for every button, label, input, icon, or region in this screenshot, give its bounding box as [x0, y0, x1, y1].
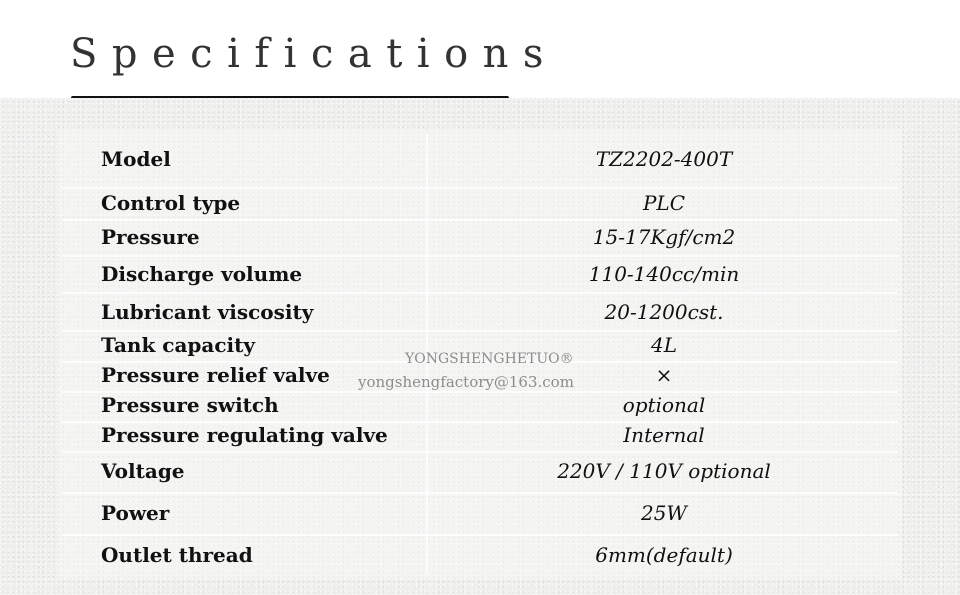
spec-value: 15-17Kgf/cm2 [592, 225, 736, 249]
spec-value: TZ2202-400T [595, 147, 733, 171]
spec-value: 4L [650, 333, 677, 357]
spec-row-pressure-switch [0, 391, 960, 419]
spec-row-pressure-regulating-valve [0, 421, 960, 449]
row-divider [62, 451, 898, 453]
spec-label: Outlet thread [101, 543, 253, 567]
watermark-email: yongshengfactory@163.com [358, 373, 574, 391]
spec-row-model [0, 145, 960, 173]
spec-label: Discharge volume [101, 262, 303, 286]
spec-label: Power [101, 501, 170, 525]
spec-label: Control type [101, 191, 241, 215]
spec-label: Pressure regulating valve [101, 423, 388, 447]
spec-value: × [655, 363, 673, 387]
spec-row-outlet-thread [0, 541, 960, 569]
spec-label: Pressure relief valve [101, 363, 330, 387]
spec-row-control-type [0, 189, 960, 217]
spec-value: optional [622, 393, 706, 417]
spec-value: Internal [623, 423, 705, 447]
row-divider [62, 492, 898, 494]
row-divider [62, 292, 898, 294]
spec-value: 6mm(default) [595, 543, 733, 567]
row-divider [62, 219, 898, 221]
spec-label: Tank capacity [101, 333, 256, 357]
spec-value: 220V / 110V optional [557, 459, 771, 483]
row-divider [62, 534, 898, 536]
spec-label: Pressure switch [101, 393, 279, 417]
spec-label: Model [101, 147, 171, 171]
spec-row-voltage [0, 457, 960, 485]
header [0, 0, 960, 98]
spec-value: 20-1200cst. [604, 300, 724, 324]
page-title: Specifications [70, 31, 558, 77]
row-divider [62, 255, 898, 257]
spec-label: Pressure [101, 225, 200, 249]
spec-value: 25W [640, 501, 687, 525]
spec-label: Voltage [101, 459, 185, 483]
spec-value: 110-140cc/min [588, 262, 740, 286]
watermark-brand: YONGSHENGHETUO® [405, 351, 574, 367]
spec-row-power [0, 499, 960, 527]
spec-label: Lubricant viscosity [101, 300, 314, 324]
spec-value: PLC [642, 191, 686, 215]
spec-row-lubricant-viscosity [0, 298, 960, 326]
spec-row-discharge-volume [0, 260, 960, 288]
spec-row-pressure [0, 223, 960, 251]
